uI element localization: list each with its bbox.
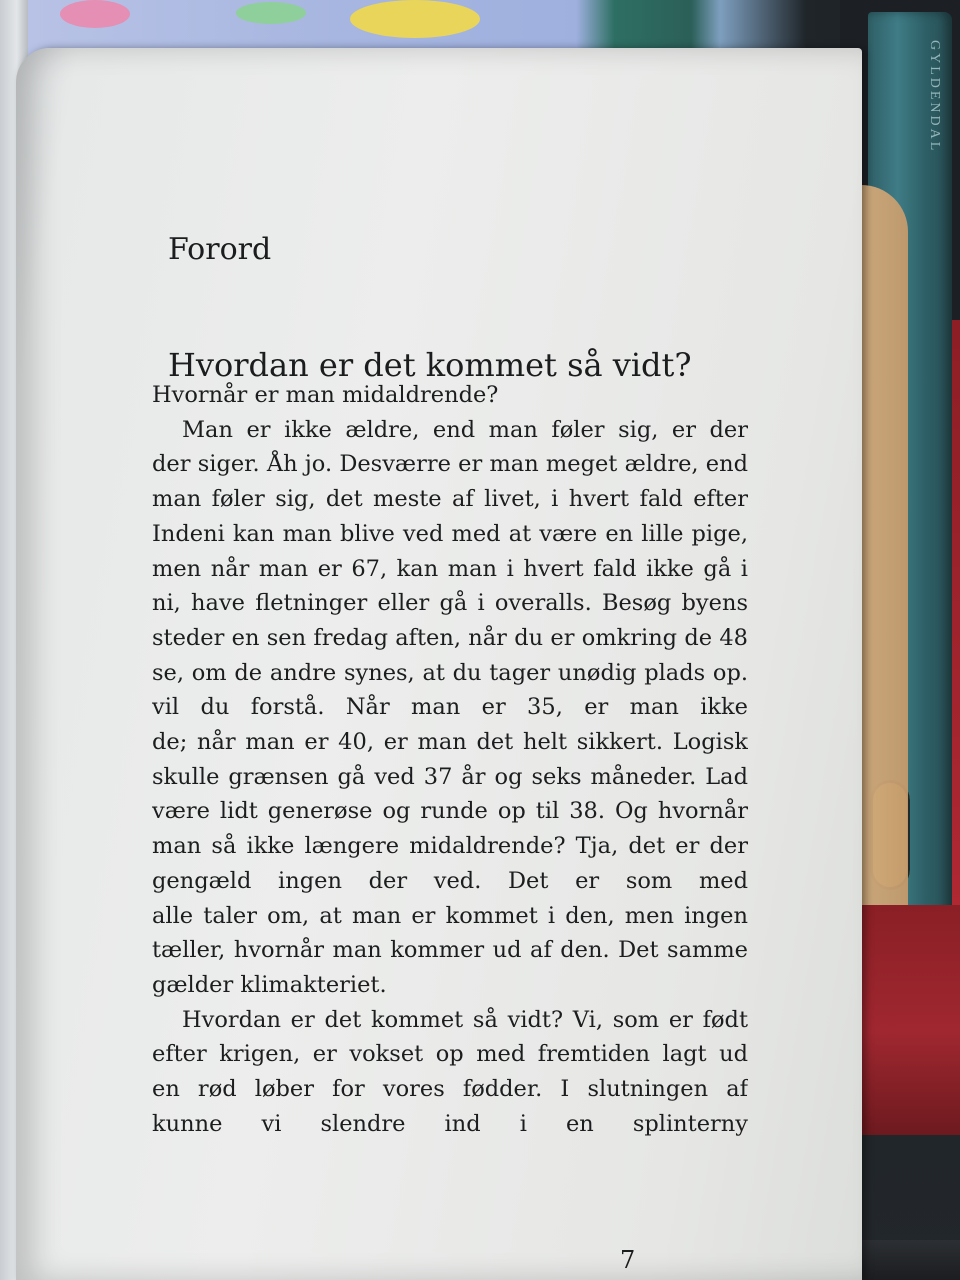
illustration-yellow-shape — [350, 0, 480, 38]
book-page — [16, 48, 862, 1280]
body-line: ni, have fletninger eller gå i overalls. Besøg byens — [152, 590, 748, 617]
body-line: tæller, hvornår man kommer ud af den. Det samme — [152, 937, 748, 964]
book-spine-text: GYLDENDAL — [927, 40, 942, 154]
body-line: Man er ikke ældre, end man føler sig, er der — [182, 416, 748, 443]
body-line: efter krigen, er vokset op med fremtiden lagt ud — [152, 1041, 748, 1068]
body-line: man føler sig, det meste af livet, i hvert fald efter — [152, 486, 748, 513]
body-line: en rød løber for vores fødder. I slutningen af — [152, 1076, 748, 1102]
body-line: men når man er 67, kan man i hvert fald ikke gå i — [152, 555, 748, 582]
body-line: alle taler om, at man er kommet i den, men ingen — [152, 902, 748, 929]
body-line: de; når man er 40, er man det helt sikkert. Logisk — [152, 729, 748, 755]
body-line: Hvornår er man midaldrende? — [152, 382, 499, 408]
body-line: være lidt generøse og runde op til 38. Og hvornår — [152, 798, 748, 825]
body-line: man så ikke længere midaldrende? Tja, det er der — [152, 833, 748, 860]
body-line: skulle grænsen gå ved 37 år og seks måneder. Lad — [152, 763, 748, 790]
body-line: Indeni kan man blive ved med at være en lille pige, — [152, 520, 748, 547]
body-line: der siger. Åh jo. Desværre er man meget ældre, end — [152, 451, 748, 478]
body-line: vil du forstå. Når man er 35, er man ikke — [152, 694, 748, 721]
body-line: steder en sen fredag aften, når du er omkring de 48 — [152, 624, 748, 651]
body-line: gengæld ingen der ved. Det er som med — [152, 867, 748, 894]
body-line: gælder klimakteriet. — [152, 971, 387, 998]
body-line: kunne vi slendre ind i en splinterny — [152, 1110, 748, 1137]
body-line: Hvordan er det kommet så vidt? Vi, som er født — [182, 1006, 748, 1033]
illustration-pink-shape — [60, 0, 130, 28]
page-number: 7 — [620, 1246, 636, 1274]
chapter-title: Hvordan er det kommet så vidt? — [168, 346, 692, 384]
body-line: se, om de andre synes, at du tager unødig plads op. — [152, 659, 748, 686]
chapter-label: Forord — [168, 232, 272, 267]
illustration-green-shape — [236, 2, 306, 24]
